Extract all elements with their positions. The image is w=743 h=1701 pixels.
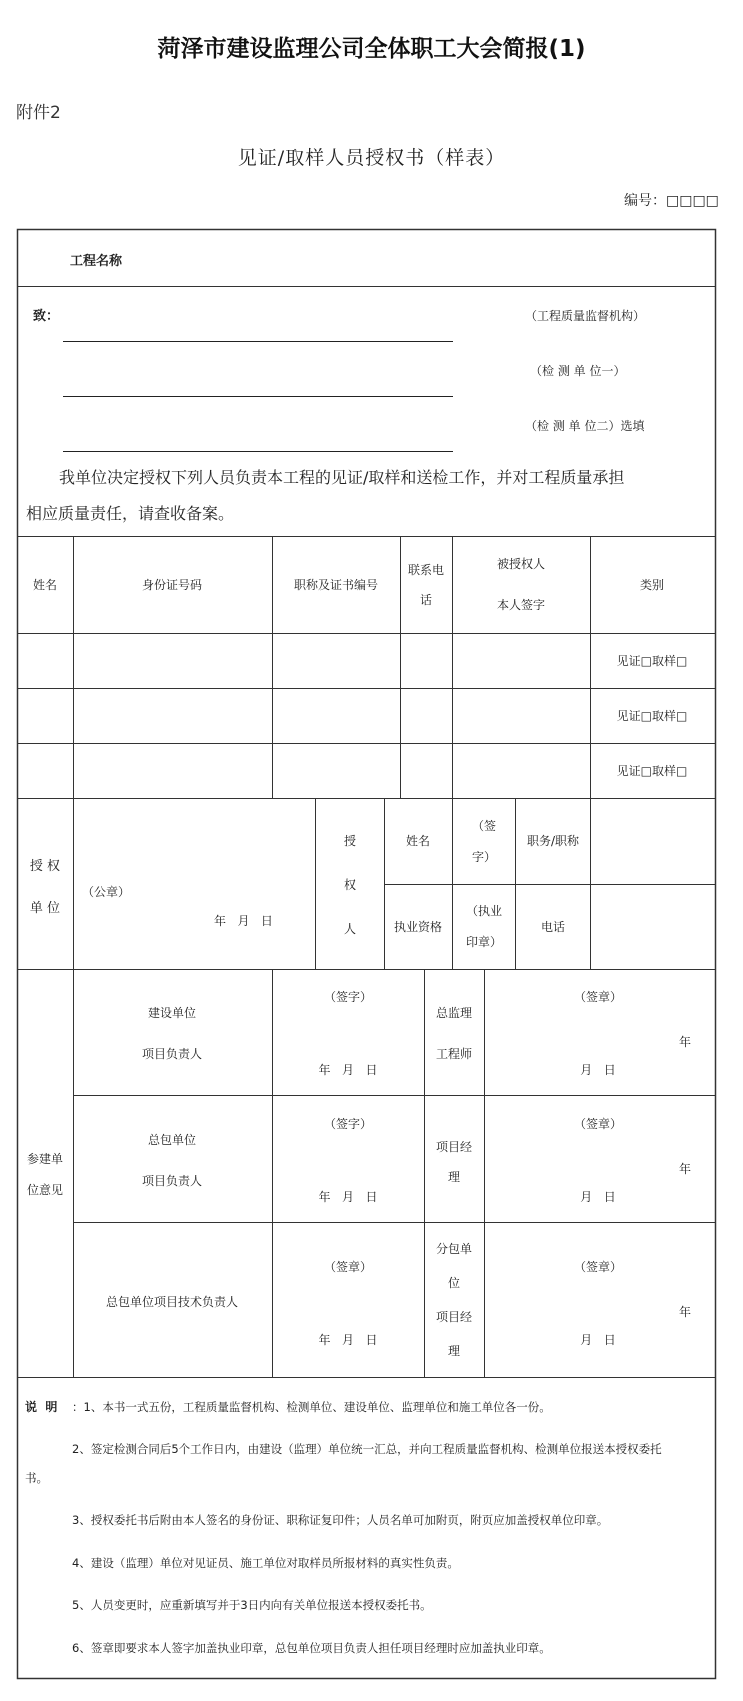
header-id-number: 身份证号码 [141,578,203,592]
row-3-category[interactable]: 见证□取样□ [616,764,688,778]
authorized-person-char-3: 人 [343,922,357,936]
person-name-label: 姓名 [405,834,431,848]
row-1-category[interactable]: 见证□取样□ [616,654,688,668]
note-4: 4、建设（监理）单位对见证员、施工单位对取样员所报材料的真实性负责。 [72,1556,459,1570]
note-3: 3、授权委托书后附由本人签名的身份证、职称证复印件；人员名单可加附页，附页应加盖授权单位印章。 [72,1513,609,1527]
opinions-label-line-1: 参建单 [26,1152,64,1166]
phone-label: 电话 [540,920,566,934]
technical-director-date: 年 月 日 [318,1333,378,1347]
serial-number: 编号：□□□□ [624,193,719,209]
construction-unit-line-1: 建设单位 [147,1006,197,1020]
general-contractor-line-1: 总包单位 [147,1133,197,1147]
position-title-label: 职务/职称 [526,834,580,848]
supervisor-seal-label: （签章） [573,990,623,1004]
header-category: 类别 [639,578,665,592]
header-name: 姓名 [32,578,58,592]
authorizer-label-line-1: 授 权 [29,859,61,874]
subcontractor-seal-label: （签章） [573,1260,623,1274]
official-seal-label: （公章） [82,885,131,899]
subcontractor-line-2: 位 [447,1276,461,1290]
technical-director-seal-label: （签章） [323,1260,373,1274]
subcontractor-line-4: 理 [447,1344,461,1358]
qualification-label: 执业资格 [393,920,443,934]
notes-label: 说 明 [25,1400,58,1414]
practice-seal-line-1: （执业 [465,904,503,918]
form-title: 见证/取样人员授权书（样表） [237,147,506,169]
general-contractor-sign-label: （签字） [323,1117,373,1131]
intro-line-1: 我单位决定授权下列人员负责本工程的见证/取样和送检工作，并对工程质量承担 [59,468,625,487]
construction-date: 年 月 日 [318,1063,378,1077]
to-label: 致： [33,309,60,324]
header-signature-line-2: 本人签字 [496,598,546,612]
recipient-blank-1[interactable] [63,341,453,342]
signature-label-line-1: （签 [471,819,497,833]
note-2-continued: 书。 [25,1471,48,1485]
recipient-testing-unit-1: （检 测 单 位一） [530,364,626,378]
project-manager-line-2: 理 [447,1170,461,1184]
authorized-person-char-1: 授 [343,834,357,848]
general-contractor-date: 年 月 日 [318,1190,378,1204]
authorizer-date: 年 月 日 [214,914,273,928]
note-2: 2、签定检测合同后5个工作日内，由建设（监理）单位统一汇总，并向工程质量监督机构、检测单位报送本授权委托 [72,1442,662,1456]
note-6: 6、签章即要求本人签字加盖执业印章，总包单位项目负责人担任项目经理时应加盖执业印章。 [72,1641,551,1655]
chief-supervisor-line-1: 总监理 [435,1006,473,1020]
authorizer-label-line-2: 单 位 [29,901,61,916]
page-headline: 菏泽市建设监理公司全体职工大会简报(1) [157,36,586,62]
subcontractor-line-1: 分包单 [435,1242,473,1256]
recipient-supervision-agency: （工程质量监督机构） [525,309,646,323]
practice-seal-line-2: 印章） [465,935,503,949]
general-contractor-line-2: 项目负责人 [141,1174,203,1188]
subcontractor-month-day: 月 日 [580,1333,616,1347]
note-5: 5、人员变更时，应重新填写并于3日内向有关单位报送本授权委托书。 [72,1598,432,1612]
subcontractor-line-3: 项目经 [435,1310,473,1324]
header-signature-line-1: 被授权人 [496,557,546,571]
technical-director-label: 总包单位项目技术负责人 [105,1295,239,1309]
construction-sign-label: （签字） [323,990,373,1004]
supervisor-year: 年 [679,1035,692,1049]
recipient-blank-3[interactable] [63,451,453,452]
attachment-label: 附件2 [16,103,61,123]
header-title-certificate: 职称及证书编号 [293,578,379,592]
project-manager-line-1: 项目经 [435,1140,473,1154]
recipient-blank-2[interactable] [63,396,453,397]
supervisor-month-day: 月 日 [580,1063,616,1077]
chief-supervisor-line-2: 工程师 [435,1047,473,1061]
project-name-label: 工程名称 [70,254,123,269]
project-manager-seal-label: （签章） [573,1117,623,1131]
subcontractor-year: 年 [679,1305,692,1319]
project-manager-month-day: 月 日 [580,1190,616,1204]
opinions-label-line-2: 位意见 [26,1183,64,1197]
row-2-category[interactable]: 见证□取样□ [616,709,688,723]
construction-unit-line-2: 项目负责人 [141,1047,203,1061]
recipient-testing-unit-2: （检 测 单 位二）选填 [525,419,645,433]
note-1: ：1、本书一式五份，工程质量监督机构、检测单位、建设单位、监理单位和施工单位各一份。 [72,1400,551,1414]
header-contact-line-2: 话 [419,593,433,607]
authorized-person-char-2: 权 [343,878,357,892]
project-manager-year: 年 [679,1162,692,1176]
header-contact-line-1: 联系电 [407,563,445,577]
signature-label-line-2: 字） [471,850,497,864]
intro-line-2: 相应质量责任，请查收备案。 [26,504,235,523]
